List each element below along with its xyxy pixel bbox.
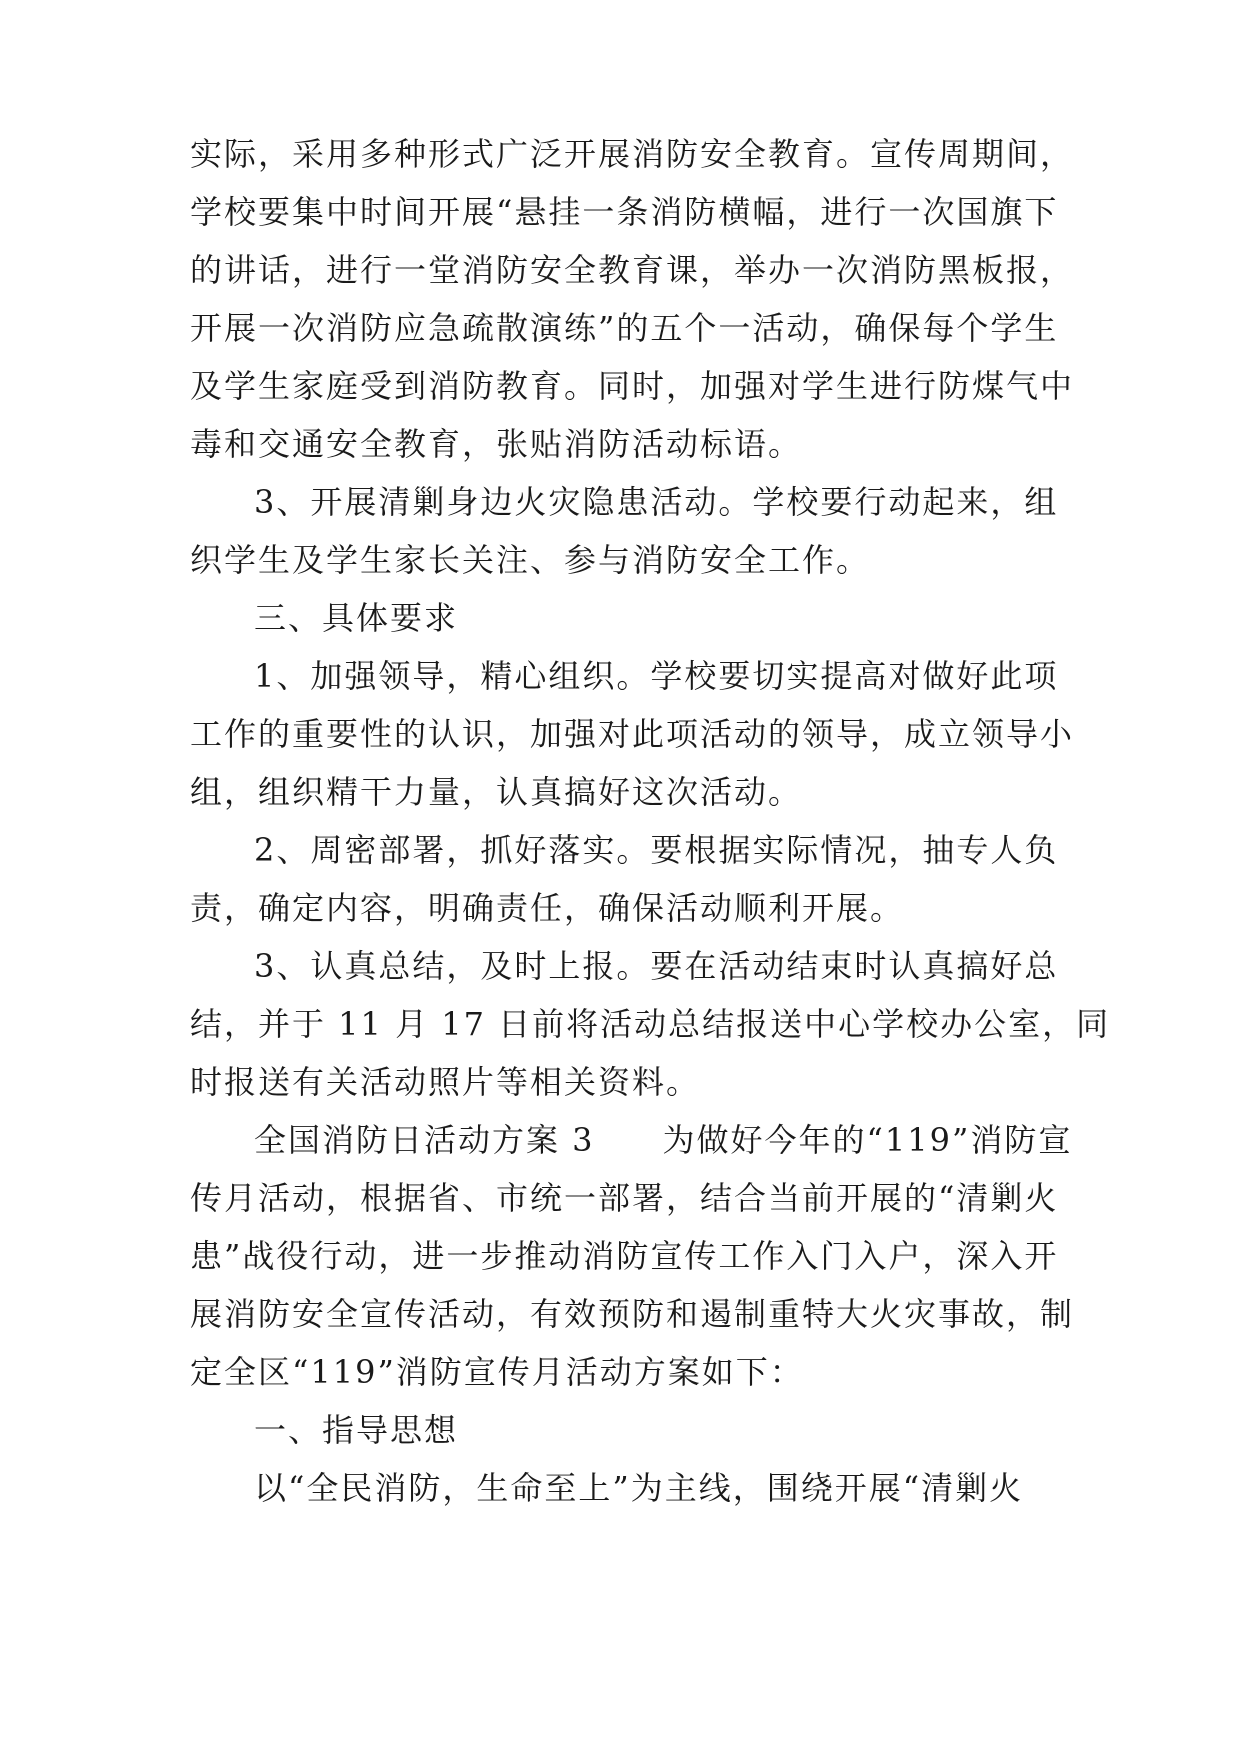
text-line: 全国消防日活动方案 3 为做好今年的“119”消防宣 <box>254 1121 1073 1159</box>
paragraph-plan-3-intro <box>190 1111 1075 1401</box>
text-line: 学校要集中时间开展“悬挂一条消防横幅，进行一次国旗下 <box>190 193 1059 231</box>
paragraph-requirement-1 <box>190 647 1075 821</box>
paragraph-education-activities <box>190 125 1075 473</box>
section-heading: 三、具体要求 <box>254 599 459 637</box>
text-line: 毒和交通安全教育，张贴消防活动标语。 <box>190 425 803 463</box>
text-line: 传月活动，根据省、市统一部署，结合当前开展的“清剿火 <box>190 1179 1059 1217</box>
text-line: 展消防安全宣传活动，有效预防和遏制重特大火灾事故，制 <box>190 1295 1075 1333</box>
section-heading: 一、指导思想 <box>254 1411 459 1449</box>
text-line: 1、加强领导，精心组织。学校要切实提高对做好此项 <box>254 657 1059 695</box>
text-line: 责，确定内容，明确责任，确保活动顺利开展。 <box>190 889 905 927</box>
text-line: 及学生家庭受到消防教育。同时，加强对学生进行防煤气中 <box>190 367 1075 405</box>
text-line: 2、周密部署，抓好落实。要根据实际情况，抽专人负 <box>254 831 1059 869</box>
paragraph-item-3-hazard-clearing <box>190 473 1059 589</box>
text-line: 开展一次消防应急疏散演练”的五个一活动，确保每个学生 <box>190 309 1059 347</box>
text-line: 时报送有关活动照片等相关资料。 <box>190 1063 701 1101</box>
text-line: 组，组织精干力量，认真搞好这次活动。 <box>190 773 803 811</box>
paragraph-requirement-2 <box>190 821 1059 937</box>
heading-guiding-ideology <box>190 1401 1056 1459</box>
text-line: 工作的重要性的认识，加强对此项活动的领导，成立领导小 <box>190 715 1075 753</box>
text-line: 3、认真总结，及时上报。要在活动结束时认真搞好总 <box>254 947 1059 985</box>
text-line: 结，并于 11 月 17 日前将活动总结报送中心学校办公室，同 <box>190 1005 1111 1043</box>
text-line: 实际，采用多种形式广泛开展消防安全教育。宣传周期间， <box>190 135 1075 173</box>
text-line: 患”战役行动，进一步推动消防宣传工作入门入户，深入开 <box>190 1237 1059 1275</box>
text-line: 的讲话，进行一堂消防安全教育课，举办一次消防黑板报， <box>190 251 1075 289</box>
text-line: 3、开展清剿身边火灾隐患活动。学校要行动起来，组 <box>254 483 1059 521</box>
text-line: 织学生及学生家长关注、参与消防安全工作。 <box>190 541 871 579</box>
text-line: 定全区“119”消防宣传月活动方案如下： <box>190 1353 804 1391</box>
paragraph-requirement-3 <box>190 937 1111 1111</box>
text-line: 以“全民消防，生命至上”为主线，围绕开展“清剿火 <box>254 1469 1024 1507</box>
paragraph-guiding-ideology <box>190 1459 1056 1517</box>
document-body <box>190 125 1111 1517</box>
heading-specific-requirements <box>190 589 1056 647</box>
